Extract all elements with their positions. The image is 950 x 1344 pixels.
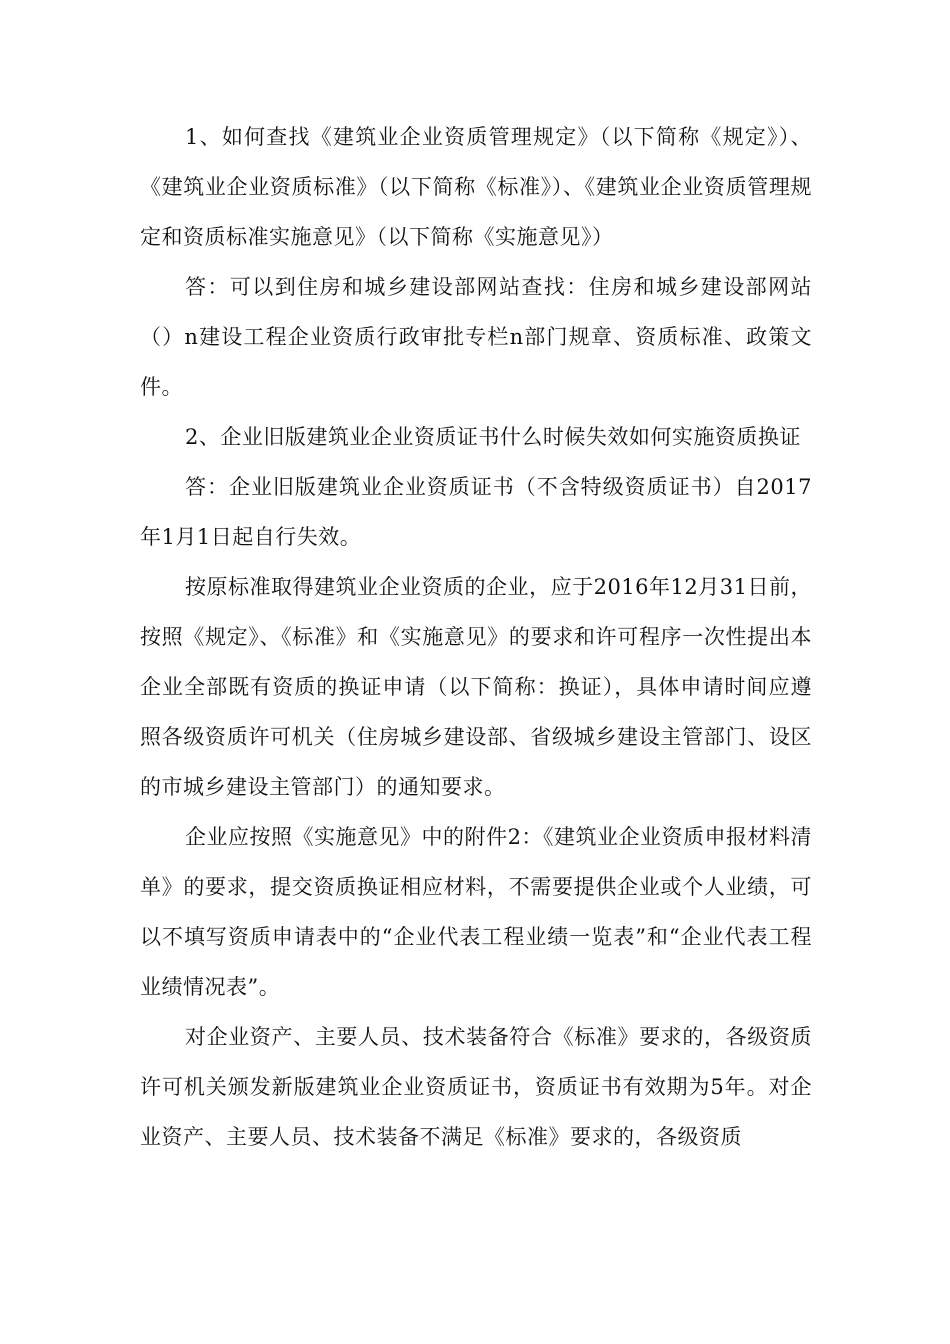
answer-2: 答：企业旧版建筑业企业资质证书（不含特级资质证书）自2017年1月1日起自行失效。: [140, 475, 812, 549]
document-body: [140, 112, 812, 1162]
paragraph-certificate-validity: 对企业资产、主要人员、技术装备符合《标准》要求的，各级资质许可机关颁发新版建筑业企业资质证书，资质证书有效期为5年。对企业资产、主要人员、技术装备不满足《标准》要求的，各级资质: [140, 1025, 812, 1149]
question-1: 1、如何查找《建筑业企业资质管理规定》（以下简称《规定》）、《建筑业企业资质标准》（以下简称《标准》）、《建筑业企业资质管理规定和资质标准实施意见》（以下简称《实施意见》）: [140, 125, 812, 249]
answer-1: 答：可以到住房和城乡建设部网站查找：住房和城乡建设部网站（）n建设工程企业资质行政审批专栏n部门规章、资质标准、政策文件。: [140, 275, 812, 399]
paragraph-materials: 企业应按照《实施意见》中的附件2：《建筑业企业资质申报材料清单》的要求，提交资质换证相应材料，不需要提供企业或个人业绩，可以不填写资质申请表中的“企业代表工程业绩一览表”和“企业代表工程业绩情况表”。: [140, 825, 812, 999]
paragraph-renewal-deadline: 按原标准取得建筑业企业资质的企业，应于2016年12月31日前，按照《规定》、《标准》和《实施意见》的要求和许可程序一次性提出本企业全部既有资质的换证申请（以下简称：换证），具体申请时间应遵照各级资质许可机关（住房城乡建设部、省级城乡建设主管部门、设区的市城乡建设主管部门）的通知要求。: [140, 575, 812, 799]
question-2: 2、企业旧版建筑业企业资质证书什么时候失效如何实施资质换证: [185, 425, 801, 449]
